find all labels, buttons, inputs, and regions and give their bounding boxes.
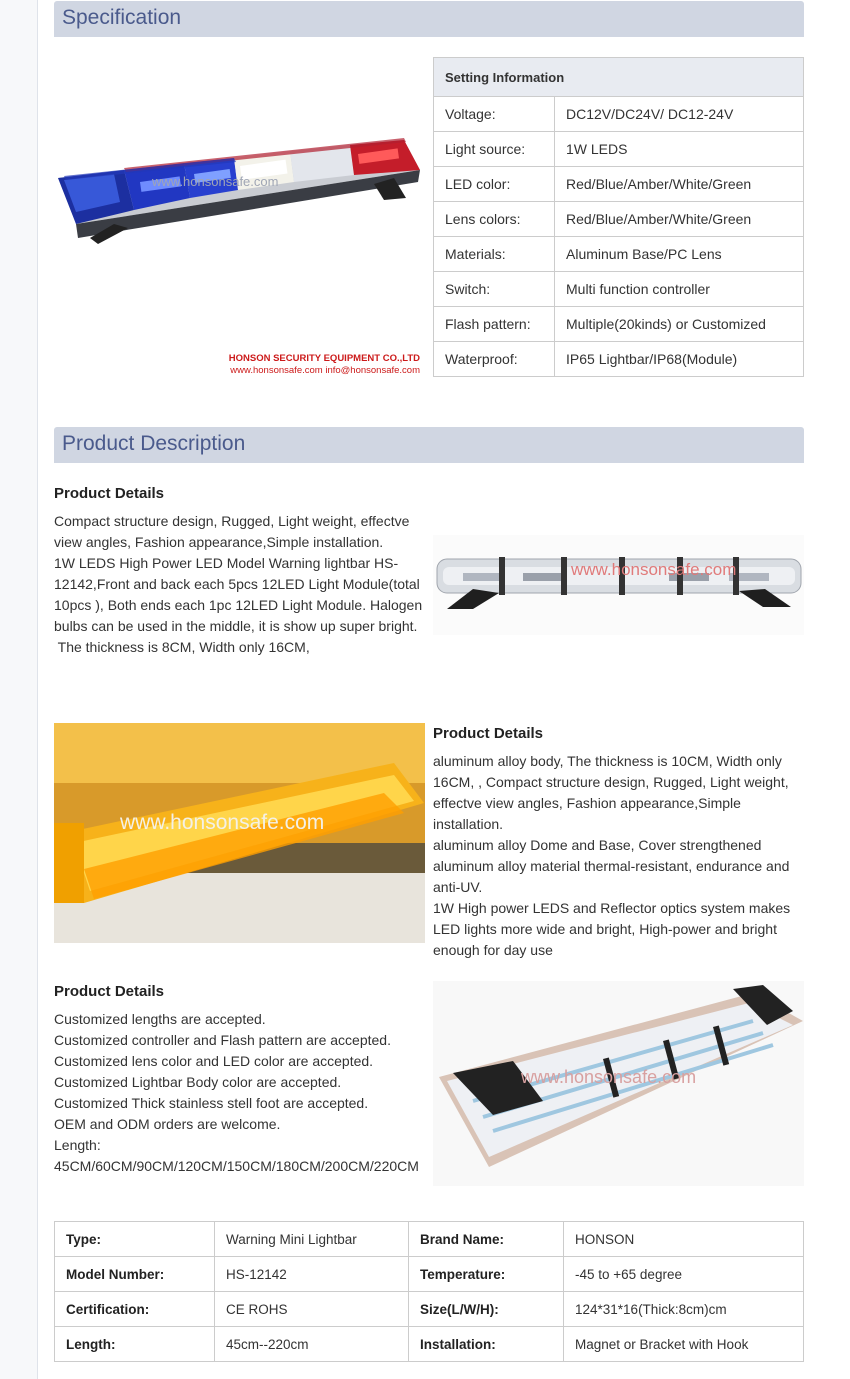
text-line: Customized controller and Flash pattern are accepted.: [54, 1032, 391, 1048]
attr-key: Brand Name:: [409, 1222, 564, 1257]
attr-value: 124*31*16(Thick:8cm)cm: [564, 1292, 804, 1327]
block2-image-watermark: www.honsonsafe.com: [120, 811, 325, 834]
description-title: Product Description: [62, 432, 246, 455]
attr-key: Length:: [55, 1327, 215, 1362]
attr-row: [55, 1222, 804, 1257]
spec-row: [434, 132, 804, 167]
text-line: enough for day use: [433, 942, 553, 958]
spec-value: Red/Blue/Amber/White/Green: [555, 167, 804, 202]
text-line: aluminum alloy Dome and Base, Cover strengthened: [433, 837, 762, 853]
text-line: bulbs can be used in the middle, it is show up super bright.: [54, 618, 418, 634]
attr-key: Temperature:: [409, 1257, 564, 1292]
block1-image-watermark: www.honsonsafe.com: [571, 560, 737, 579]
attr-value: HONSON: [564, 1222, 804, 1257]
text-line: view angles, Fashion appearance,Simple installation.: [54, 534, 384, 550]
attr-row: [55, 1327, 804, 1362]
spec-key: Switch:: [434, 272, 555, 307]
attr-key: Size(L/W/H):: [409, 1292, 564, 1327]
text-line: aluminum alloy body, The thickness is 10CM, Width only: [433, 753, 782, 769]
spec-table-header: Setting Information: [434, 58, 804, 97]
spec-row: [434, 97, 804, 132]
spec-row: [434, 342, 804, 377]
attr-key: Installation:: [409, 1327, 564, 1362]
text-line: LED lights more wide and bright, High-power and bright: [433, 921, 777, 937]
spec-value: Multiple(20kinds) or Customized: [555, 307, 804, 342]
spec-row: [434, 167, 804, 202]
spec-key: Flash pattern:: [434, 307, 555, 342]
block1-heading: Product Details: [54, 485, 165, 502]
text-line: 10pcs ), Both ends each 1pc 12LED Light Module. Halogen: [54, 597, 423, 613]
spec-key: Lens colors:: [434, 202, 555, 237]
attr-row: [55, 1257, 804, 1292]
block3-image: [433, 981, 804, 1186]
specification-header: [54, 1, 804, 37]
text-line: Compact structure design, Rugged, Light weight, effectve: [54, 513, 410, 529]
spec-row: [434, 272, 804, 307]
block2-text: [433, 751, 804, 961]
attribute-table: [54, 1221, 804, 1362]
spec-key: Waterproof:: [434, 342, 555, 377]
spec-key: Light source:: [434, 132, 555, 167]
left-rail: [0, 0, 38, 1379]
attr-value: -45 to +65 degree: [564, 1257, 804, 1292]
attr-value: Warning Mini Lightbar: [215, 1222, 409, 1257]
block2-heading: Product Details: [433, 725, 544, 742]
text-line: effectve view angles, Fashion appearance,Simple: [433, 795, 741, 811]
block2-image: [54, 723, 425, 943]
company-contact: www.honsonsafe.com info@honsonsafe.com: [230, 365, 420, 376]
spec-value: Multi function controller: [555, 272, 804, 307]
text-line: 45CM/60CM/90CM/120CM/150CM/180CM/200CM/220CM: [54, 1158, 419, 1174]
description-header: [54, 427, 804, 463]
text-line: Length:: [54, 1137, 101, 1153]
text-line: Customized Thick stainless stell foot are accepted.: [54, 1095, 369, 1111]
block3-text: [54, 1009, 426, 1177]
block1-text: [54, 511, 426, 658]
attr-key: Certification:: [55, 1292, 215, 1327]
spec-key: Voltage:: [434, 97, 555, 132]
text-line: aluminum alloy material thermal-resistant, endurance and: [433, 858, 790, 874]
spec-value: Red/Blue/Amber/White/Green: [555, 202, 804, 237]
text-line: 16CM, , Compact structure design, Rugged, Light weight,: [433, 774, 789, 790]
spec-value: DC12V/DC24V/ DC12-24V: [555, 97, 804, 132]
attr-row: [55, 1292, 804, 1327]
attr-value: Magnet or Bracket with Hook: [564, 1327, 804, 1362]
text-line: The thickness is 8CM, Width only 16CM,: [54, 639, 310, 655]
text-line: Customized lens color and LED color are accepted.: [54, 1053, 374, 1069]
block3-heading: Product Details: [54, 983, 165, 1000]
block3-image-watermark: www.honsonsafe.com: [521, 1067, 697, 1087]
specification-title: Specification: [62, 6, 182, 29]
text-line: 1W High power LEDS and Reflector optics system makes: [433, 900, 791, 916]
spec-key: LED color:: [434, 167, 555, 202]
text-line: Customized Lightbar Body color are accepted.: [54, 1074, 342, 1090]
spec-row: [434, 307, 804, 342]
company-name: HONSON SECURITY EQUIPMENT CO.,LTD: [228, 353, 420, 364]
block1-image: [433, 535, 804, 635]
spec-table: [433, 57, 804, 377]
text-line: installation.: [433, 816, 504, 832]
text-line: OEM and ODM orders are welcome.: [54, 1116, 281, 1132]
spec-row: [434, 237, 804, 272]
spec-key: Materials:: [434, 237, 555, 272]
attr-key: Type:: [55, 1222, 215, 1257]
spec-product-image: [54, 120, 424, 380]
attr-value: HS-12142: [215, 1257, 409, 1292]
text-line: anti-UV.: [433, 879, 483, 895]
spec-value: IP65 Lightbar/IP68(Module): [555, 342, 804, 377]
spec-table-header-row: [434, 58, 804, 97]
text-line: 1W LEDS High Power LED Model Warning lightbar HS-: [54, 555, 399, 571]
attr-value: CE ROHS: [215, 1292, 409, 1327]
attr-key: Model Number:: [55, 1257, 215, 1292]
attr-value: 45cm--220cm: [215, 1327, 409, 1362]
spec-image-watermark: www.honsonsafe.com: [152, 174, 279, 189]
spec-value: 1W LEDS: [555, 132, 804, 167]
spec-value: Aluminum Base/PC Lens: [555, 237, 804, 272]
text-line: Customized lengths are accepted.: [54, 1011, 266, 1027]
text-line: 12142,Front and back each 5pcs 12LED Light Module(total: [54, 576, 420, 592]
spec-row: [434, 202, 804, 237]
